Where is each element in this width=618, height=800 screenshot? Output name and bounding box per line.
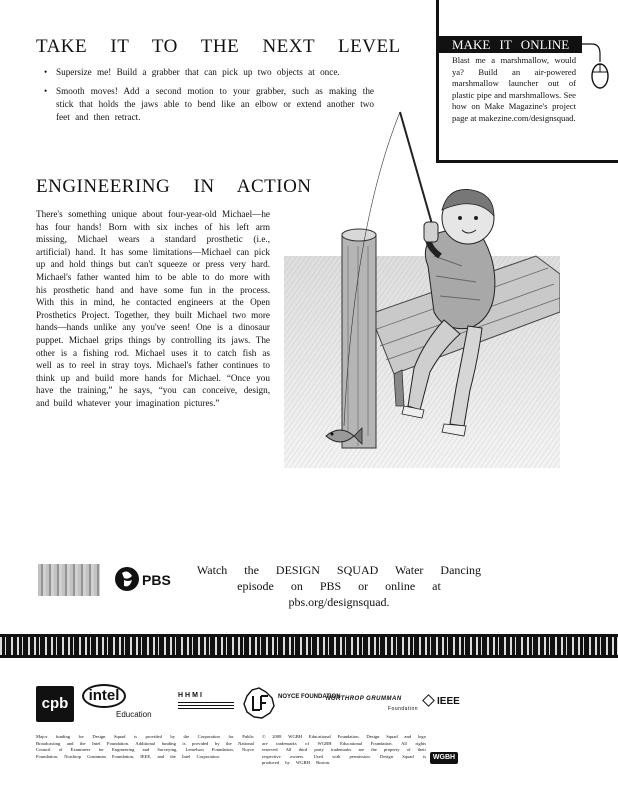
sponsor-logos (36, 684, 596, 724)
pbs-logo[interactable] (114, 564, 180, 594)
northrop-grumman-text: NORTHROP GRUMMAN (326, 696, 402, 702)
bullet-item: • Smooth moves! Add a second motion to your grabber, such as making the stick that holds the jaws able to bend like an elbow or extend another two feet and then retract. (44, 85, 374, 124)
watch-episode-text (194, 562, 484, 610)
hhmi-logo (178, 692, 234, 716)
pbs-logo-text: PBS (142, 572, 171, 588)
ieee-logo-text: IEEE (437, 696, 460, 707)
northrop-grumman-logo (326, 696, 419, 712)
engineering-story-text: There's something unique about four-year-old Michael—he has four hands! Born with six inches of his left arm missing, Michael wears a standard prosthetic (i.e., artificial) hand. It has some limitations—Michael can pick up and hold things but can't squeeze or press very hard. Michael's father wanted him to be able to do more with his prosthetic hand and have some fun in the process. With this in mind, he contacted engineers at the Open Prosthetics Project. Together, they built Michael two more hands—hands unlike any you've seen! One is a dinosaur puppet. Michael grips things by controlling its jaws. The other is a fishing rod. Michael uses it to catch fish as well as to reel in stray toys. Michael's father continues to think up and build more hands for Michael. “Once you have the training,” he says, “you can conceive, design, and build whatever your imagination pictures.” (36, 209, 270, 408)
intel-education-logo (82, 684, 154, 722)
design-squad-logo (38, 564, 100, 596)
section-title-next-level: TAKE IT TO THE NEXT LEVEL (36, 36, 401, 57)
northrop-foundation-text: Foundation (388, 706, 419, 712)
watch-line-1: Watch the DESIGN SQUAD Water Dancing (196, 563, 482, 577)
copyright-text: © 2008 WGBH Educational Foundation. Design Squad and logo are trademarks of WGBH Educational Foundation. All rights reserved. All third party trademarks are the property of their respective owners. Used with permission. Design Squad is produced by WGBH Boston. (262, 734, 426, 765)
pbs-watch-row (36, 560, 596, 609)
bullet-item: • Supersize me! Build a grabber that can pick up two objects at once. (44, 66, 374, 79)
boy-fishing-illustration (284, 106, 560, 468)
hhmi-logo-text: HHMI (178, 692, 204, 699)
intel-logo-text: intel (82, 684, 126, 708)
section-title-engineering-in-action: ENGINEERING IN ACTION (36, 176, 312, 197)
cpb-logo: cpb (36, 686, 74, 722)
noyce-foundation-logo: NOYCE FOUNDATION (278, 694, 341, 700)
computer-mouse-icon (578, 36, 616, 96)
funding-credits-text: Major funding for Design Squad is provided by the Corporation for Public Broadcasting and the Intel Foundation. Additional funding is provided by the National Council of Examiners for Engineering and Surveying, Lemelson Foundation, Noyce Foundation, Northrop Grumman Foundation, IEEE, and the Intel Corporation. (36, 734, 254, 759)
wgbh-logo: WGBH (430, 752, 458, 764)
lemelson-foundation-logo (242, 686, 276, 720)
make-it-online-text: Blast me a marshmallow, would ya? Build an air-powered marshmallow launcher out of plastic pipe and marshmallows. See how on Make Magazine's project page at makezine.com/designsquad. (452, 55, 576, 123)
make-it-online-heading: MAKE IT ONLINE (436, 36, 582, 53)
ieee-logo (424, 696, 460, 707)
ieee-diamond-icon (422, 694, 435, 707)
decorative-stripe (0, 634, 618, 658)
intel-education-text: Education (116, 710, 152, 719)
watch-line-2: episode on PBS or online at pbs.org/designsquad. (237, 579, 441, 609)
